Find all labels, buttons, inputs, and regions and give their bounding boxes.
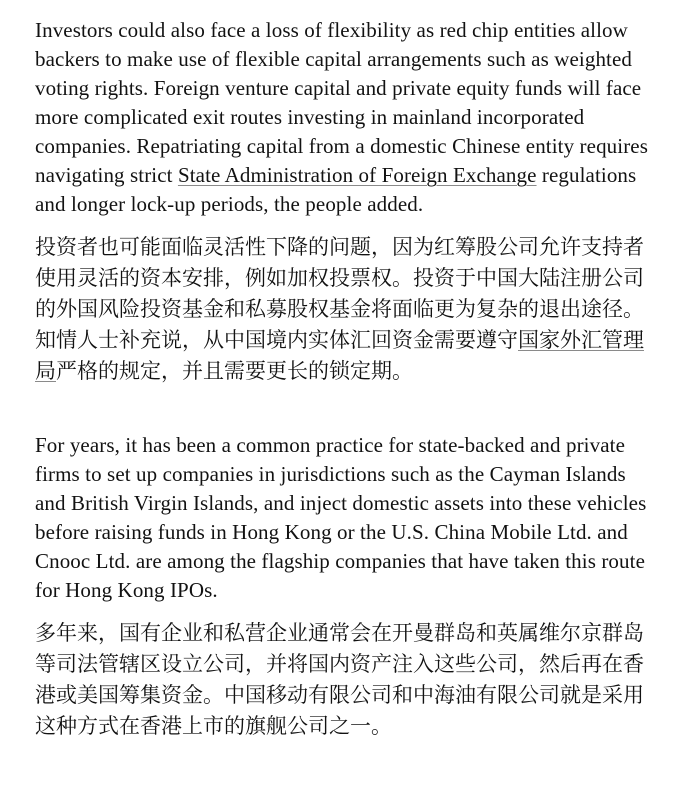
translation-block-2 xyxy=(35,431,655,742)
paragraph-english-1 xyxy=(35,16,655,219)
translation-block-1 xyxy=(35,16,655,387)
paragraph-english-2 xyxy=(35,431,655,605)
text-segment: 严格的规定，并且需要更长的锁定期。 xyxy=(56,359,413,383)
text-segment: Investors could also face a loss of flexibility as red chip entities allow backers to make use of flexible capital arrangements such as weighted voting rights. Foreign venture capital and private equity funds will face more complicated exit routes investing in mainland incorporated companies. Repatriating capital from a domestic Chinese entity requires navigating strict xyxy=(35,18,648,187)
text-segment: regulations and longer lock-up periods, the people added. xyxy=(35,163,637,216)
text-segment: 投资者也可能面临灵活性下降的问题，因为红筹股公司允许支持者使用灵活的资本安排，例如加权投票权。投资于中国大陆注册公司的外国风险投资基金和私募股权基金将面临更为复杂的退出途径。知情人士补充说，从中国境内实体汇回资金需要遵守 xyxy=(35,235,644,352)
paragraph-chinese-1 xyxy=(35,232,655,387)
text-segment: For years, it has been a common practice for state-backed and private firms to set up companies in jurisdictions such as the Cayman Islands and British Virgin Islands, and inject domestic assets into these vehicles before raising funds in Hong Kong or the U.S. China Mobile Ltd. and Cnooc Ltd. are among the flagship companies that have taken this route for Hong Kong IPOs. xyxy=(35,433,647,602)
paragraph-chinese-2 xyxy=(35,618,655,742)
link-state-administration-of-foreign-exchange[interactable]: State Administration of Foreign Exchange xyxy=(177,163,537,187)
link-guojia-waihui-guanliju[interactable]: 国家外汇管理局 xyxy=(35,328,644,383)
text-segment: 多年来，国有企业和私营企业通常会在开曼群岛和英属维尔京群岛等司法管辖区设立公司，并将国内资产注入这些公司，然后再在香港或美国筹集资金。中国移动有限公司和中海油有限公司就是采用这种方式在香港上市的旗舰公司之一。 xyxy=(35,621,644,738)
